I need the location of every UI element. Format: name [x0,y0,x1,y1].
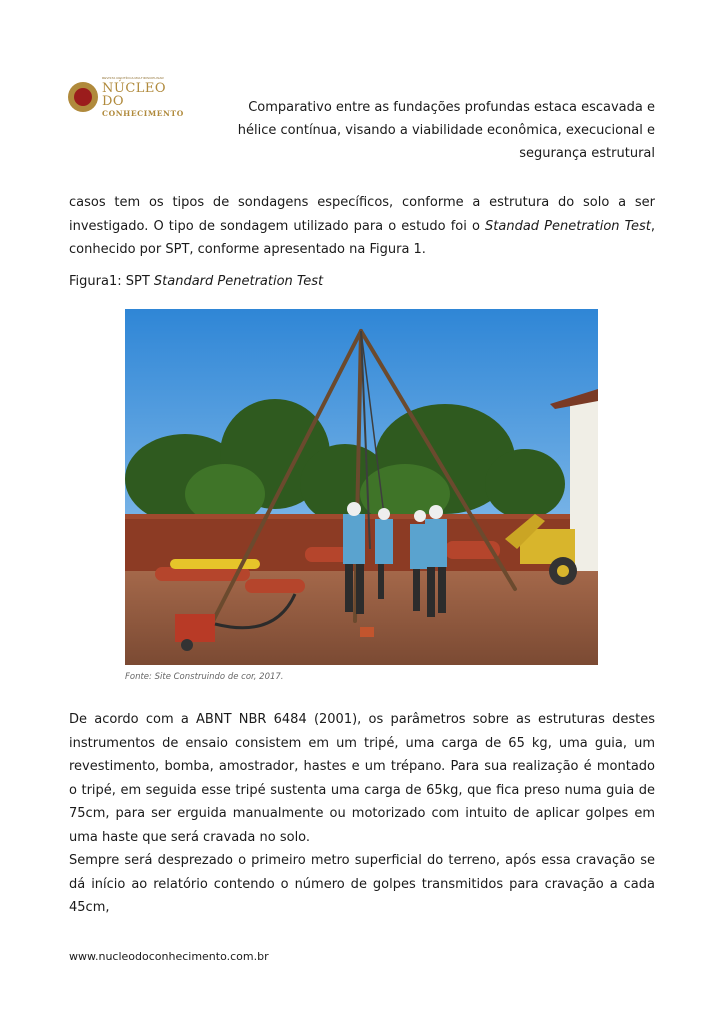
logo-tagline: REVISTA CIENTÍFICA MULTIDISCIPLINAR [102,75,164,80]
paragraph-procedure: Sempre será desprezado o primeiro metro superficial do terreno, após essa cravação se dá início ao relatório contendo o número de golpes transmitidos para cravação a cada 45cm, [69,853,655,915]
paragraph-intro-italic: Standad Penetration Test [485,218,651,234]
logo-name-line2: CONHECIMENTO [102,108,184,118]
paragraph-intro-text-a: casos tem os tipos de sondagens específicos, conforme a estrutura do solo a ser investigado. O tipo de sondagem utilizado para o estudo foi o [69,195,655,234]
running-header-title: Comparativo entre as fundações profundas estaca escavada e hélice contínua, visando a viabilidade econômica, execucional e segurança estrutural [237,100,655,161]
logo-name-line1: NÚCLEO DO [102,80,167,109]
paragraph-intro [69,191,655,262]
figure-caption-italic: Standard Penetration Test [153,274,324,289]
paragraph-abnt: De acordo com a ABNT NBR 6484 (2001), os parâmetros sobre as estruturas destes instrumentos de ensaio consistem em um tripé, uma carga de 65 kg, uma guia, um revestimento, bomba, amostrador, hastes e um trépano. Para sua realização é montado o tripé, em seguida esse tripé sustenta uma carga de 65kg, que fica preso numa guia de 75cm, para ser erguida manualmente ou motorizado com intuito de aplicar golpes em uma haste que será cravada no solo. [69,712,655,845]
figure-caption [69,272,323,292]
figure-caption-prefix: Figura1: SPT [69,274,154,289]
spt-tripod-photo [125,309,598,665]
journal-logo [68,75,188,118]
paragraph-intro-text-b: , conhecido por SPT, conforme apresentado na Figura 1. [69,218,655,257]
seal-icon [68,82,98,112]
figure-source: Fonte: Site Construindo de cor, 2017. [125,672,284,682]
footer-url: www.nucleodoconhecimento.com.br [69,950,269,963]
